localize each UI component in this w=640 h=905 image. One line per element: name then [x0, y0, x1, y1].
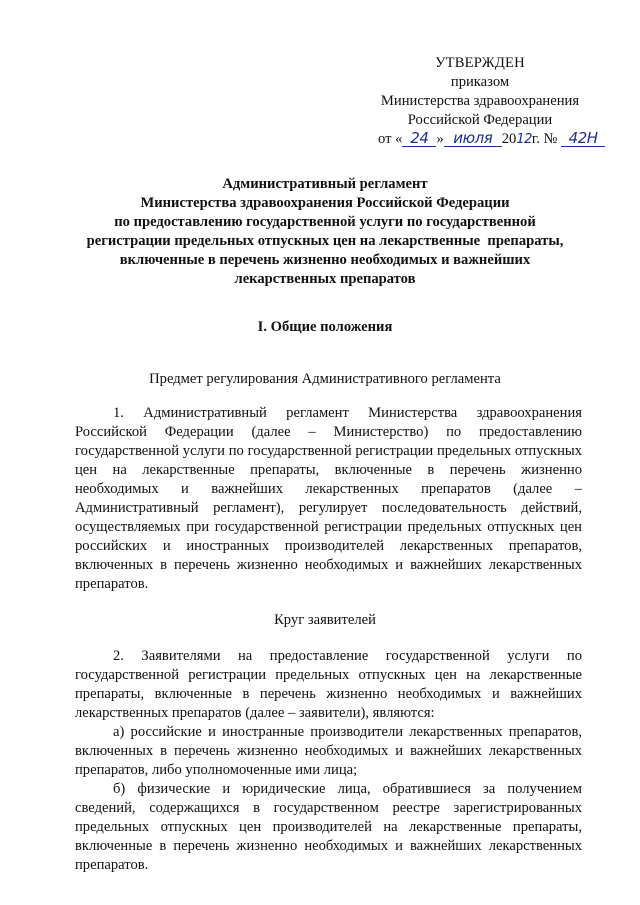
approval-ministry: Министерства здравоохранения [380, 93, 580, 109]
title-line-3: по предоставлению государственной услуги по государственной [114, 214, 536, 230]
document-title [70, 175, 580, 289]
approval-federation: Российской Федерации [407, 112, 553, 128]
handwritten-day: 24 [402, 131, 436, 147]
paragraph-2b: б) физические и юридические лица, обратившиеся за получением сведений, содержащихся в государственном реестре зарегистрированных предельных отпускных цен производителей на лекарственные препараты, включенные в перечень жизненно необходимых и важнейших лекарственных препаратов. [75, 781, 582, 873]
approval-date-line [360, 130, 600, 149]
title-line-2: Министерства здравоохранения Российской Федерации [140, 195, 510, 211]
date-separator: г. № [531, 131, 558, 147]
approval-stamp-block [360, 54, 600, 149]
handwritten-month: июля [444, 131, 502, 147]
paragraph-2a: а) российские и иностранные производители лекарственных препаратов, включенных в перечень жизненно необходимых и важнейших лекарственных препаратов, либо уполномоченные ими лица; [75, 724, 582, 778]
title-line-4: регистрации предельных отпускных цен на лекарственные препараты, [86, 233, 564, 249]
handwritten-year: 12 [516, 132, 532, 147]
paragraph-2: 2. Заявителями на предоставление государственной услуги по государственной регистрации предельных отпускных цен на лекарственные препараты, включенные в перечень жизненно необходимых и важнейших лекарственных препаратов (далее – заявители), являются: [75, 648, 582, 721]
date-quote-close: » [436, 131, 444, 147]
approval-heading: УТВЕРЖДЕН [435, 55, 525, 71]
paragraph-1: 1. Административный регламент Министерства здравоохранения Российской Федерации (далее – Министерство) по предоставлению государственной услуги по государственной регистрации предельных отпускных цен на лекарственные препараты, включенные в перечень жизненно необходимых и важнейших лекарственных препаратов (далее – Административный регламент), регулирует последовательность действий, осуществляемых при государственной регистрации предельных отпускных цен российских и иностранных производителей лекарственных препаратов, включенных в перечень жизненно необходимых и важнейших лекарственных препаратов. [75, 405, 582, 592]
title-line-5: включенные в перечень жизненно необходимых и важнейших [119, 252, 531, 268]
section-heading: I. Общие положения [257, 319, 393, 335]
approval-order-label: приказом [450, 74, 510, 90]
applicants-subheading: Круг заявителей [274, 612, 376, 628]
date-year-prefix: 20 [501, 131, 517, 147]
handwritten-order-number: 42Н [561, 131, 605, 147]
title-line-6: лекарственных препаратов [234, 271, 416, 287]
title-line-1: Административный регламент [222, 176, 428, 192]
subject-subheading: Предмет регулирования Административного регламента [149, 371, 501, 387]
date-prefix: от « [378, 131, 403, 147]
